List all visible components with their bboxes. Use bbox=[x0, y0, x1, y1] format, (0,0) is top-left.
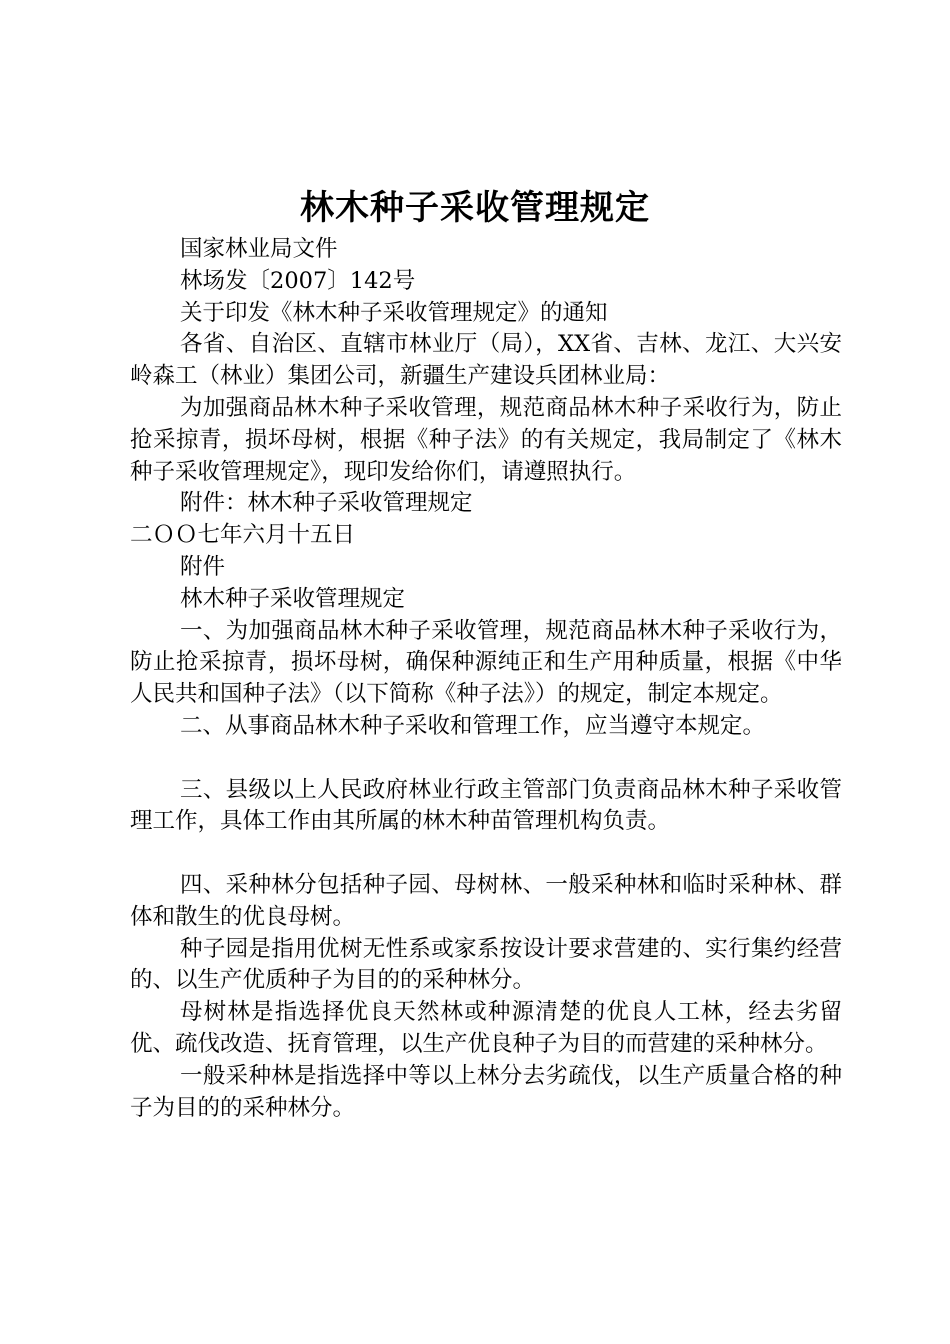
document-number: 林场发〔2007〕142号 bbox=[180, 267, 416, 294]
seed-stand-definition: 母树林是指选择优良天然林或种源清楚的优良人工林，经去劣留优、疏伐改造、抚育管理，以生产优良种子为目的而营建的采种林分。 bbox=[130, 999, 842, 1057]
document-title: 林木种子采收管理规定 bbox=[300, 188, 650, 228]
notice-title: 关于印发《林木种子采收管理规定》的通知 bbox=[180, 299, 608, 326]
article-3: 三、县级以上人民政府林业行政主管部门负责商品林木种子采收管理工作，具体工作由其所属的林木种苗管理机构负责。 bbox=[130, 776, 842, 835]
article-2: 二、从事商品林木种子采收和管理工作，应当遵守本规定。 bbox=[180, 712, 766, 739]
article-4: 四、采种林分包括种子园、母树林、一般采种林和临时采种林、群体和散生的优良母树。 bbox=[130, 871, 842, 930]
attachment-label: 附件 bbox=[180, 553, 226, 580]
article-1: 一、为加强商品林木种子采收管理，规范商品林木种子采收行为，防止抢采掠青，损坏母树，确保种源纯正和生产用种质量，根据《中华人民共和国种子法》（以下简称《种子法》）的规定，制定本规定。 bbox=[130, 617, 842, 708]
recipients-paragraph: 各省、自治区、直辖市林业厅（局），XX省、吉林、龙江、大兴安岭森工（林业）集团公司，新疆生产建设兵团林业局： bbox=[130, 331, 842, 390]
issue-date: 二ＯＯ七年六月十五日 bbox=[130, 522, 356, 549]
attachment-line: 附件：林木种子采收管理规定 bbox=[180, 490, 473, 517]
document-body bbox=[130, 234, 842, 1124]
issuer-line: 国家林业局文件 bbox=[180, 236, 338, 262]
regulation-title: 林木种子采收管理规定 bbox=[180, 585, 406, 612]
seed-orchard-definition: 种子园是指用优树无性系或家系按设计要求营建的、实行集约经营的、以生产优质种子为目的的采种林分。 bbox=[130, 935, 842, 994]
intro-paragraph: 为加强商品林木种子采收管理，规范商品林木种子采收行为，防止抢采掠青，损坏母树，根据《种子法》的有关规定，我局制定了《林木种子采收管理规定》，现印发给你们，请遵照执行。 bbox=[130, 394, 842, 485]
general-stand-definition: 一般采种林是指选择中等以上林分去劣疏伐，以生产质量合格的种子为目的的采种林分。 bbox=[130, 1062, 842, 1121]
